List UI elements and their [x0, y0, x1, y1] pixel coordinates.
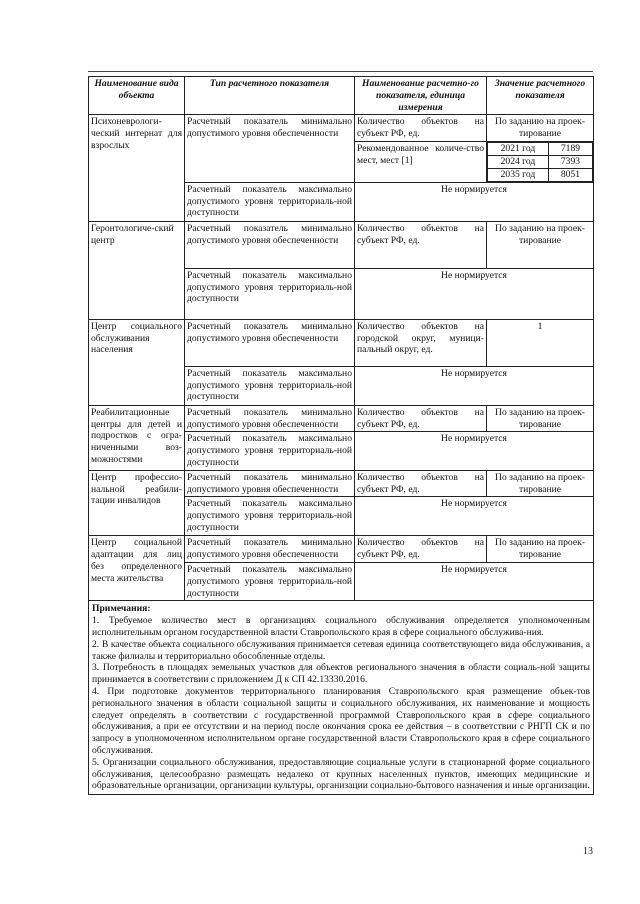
notes-row	[89, 601, 594, 795]
year-label: 2024 год	[488, 156, 549, 169]
by-project: По заданию на проек-тирование	[487, 221, 594, 268]
max-indicator: Расчетный показатель максимально допустимого уровня территориаль-ной доступности	[185, 432, 355, 470]
object-name: Геронтологиче-ский центр	[89, 221, 185, 319]
year-row	[488, 168, 593, 181]
note-item: 4. При подготовке документов территориального планирования Ставропольского края размещение объек-тов регионального значения в области социальной защиты и социального обслуживания, их наименование и мощность следует определять в соответствии с государственной программой Ставропольского края в сфере социального обслуживания, а при ее отсутствии и на период после окончания срока ее действия – в соответствии с РНГП СК и по запросу в уполномоченном исполнительном органе государственной власти Ставропольского края в сфере социального обслуживания.	[92, 685, 590, 756]
not-normed: Не нормируется	[355, 366, 594, 405]
header-indicator-name: Наименование расчетно-го показателя, единица измерения	[355, 77, 487, 115]
by-project: По заданию на проек-тирование	[487, 115, 594, 142]
note-item: 5. Организации социального обслуживания, предоставляющие социальные услуги в стационарной форме социального обслуживания, целесообразно размещать недалеко от крупных населенных пунктов, имеющих медицинские и образовательные организации, организации культуры, организации социально-бытового назначения и иные организации.	[92, 756, 590, 792]
not-normed: Не нормируется	[355, 268, 594, 319]
years-cell	[487, 142, 594, 182]
not-normed: Не нормируется	[355, 562, 594, 600]
year-value: 7393	[548, 156, 592, 169]
max-indicator: Расчетный показатель максимально допустимого уровня территориаль-ной доступности	[185, 182, 355, 221]
count-municipal: Количество объектов на городской округ, муници-пальный округ, ед.	[355, 319, 487, 366]
by-project: По заданию на проек-тирование	[487, 405, 594, 432]
object-name: Психоневрологи-ческий интернат для взрослых	[89, 115, 185, 221]
note-item: 2. В качестве объекта социального обслуживания принимается сетевая единица соответствующего вида обслуживания, а также филиалы и территориально обособленные отделы.	[92, 638, 590, 662]
count-subject: Количество объектов на субъект РФ, ед.	[355, 221, 487, 268]
table-row	[89, 115, 594, 142]
table-row	[89, 221, 594, 268]
year-value: 8051	[548, 168, 592, 181]
table-row	[89, 536, 594, 563]
by-project: По заданию на проек-тирование	[487, 536, 594, 563]
min-indicator: Расчетный показатель минимально допустимого уровня обеспеченности	[185, 221, 355, 268]
object-name: Центр социального обслуживания населения	[89, 319, 185, 405]
by-project: По заданию на проек-тирование	[487, 470, 594, 497]
table-row	[89, 470, 594, 497]
table-row	[89, 319, 594, 366]
notes-cell	[89, 601, 594, 795]
max-indicator: Расчетный показатель максимально допустимого уровня территориаль-ной доступности	[185, 366, 355, 405]
page-number: 13	[583, 846, 593, 857]
year-row	[488, 156, 593, 169]
table-row	[89, 405, 594, 432]
header-indicator-type: Тип расчетного показателя	[185, 77, 355, 115]
min-indicator: Расчетный показатель минимально допустимого уровня обеспеченности	[185, 319, 355, 366]
max-indicator: Расчетный показатель максимально допустимого уровня территориаль-ной доступности	[185, 562, 355, 600]
object-name: Центр профессио-нальной реабили-тации инвалидов	[89, 470, 185, 536]
count-subject: Количество объектов на субъект РФ, ед.	[355, 536, 487, 563]
years-table	[487, 142, 593, 181]
min-indicator: Расчетный показатель минимально допустимого уровня обеспеченности	[185, 536, 355, 563]
object-name: Реабилитационные центры для детей и подростков с огра-ниченными воз-можностями	[89, 405, 185, 470]
year-label: 2035 год	[488, 168, 549, 181]
count-subject: Количество объектов на субъект РФ, ед.	[355, 405, 487, 432]
table-header-row	[89, 77, 594, 115]
min-indicator: Расчетный показатель минимально допустимого уровня обеспеченности	[185, 470, 355, 497]
notes-title: Примечания:	[92, 603, 151, 615]
object-name: Центр социальной адаптации для лиц без определенного места жительства	[89, 536, 185, 601]
count-subject: Количество объектов на субъект РФ, ед.	[355, 115, 487, 142]
indicators-table	[88, 76, 594, 795]
header-indicator-value: Значение расчетного показателя	[487, 77, 594, 115]
min-indicator: Расчетный показатель минимально допустимого уровня обеспеченности	[185, 405, 355, 432]
not-normed: Не нормируется	[355, 182, 594, 221]
not-normed: Не нормируется	[355, 497, 594, 536]
header-object-type: Наименование вида объекта	[89, 77, 185, 115]
year-value: 7189	[548, 143, 592, 156]
year-label: 2021 год	[488, 143, 549, 156]
year-row	[488, 143, 593, 156]
note-item: 1. Требуемое количество мест в организациях социального обслуживания определяется уполномоченным исполнительным органом государственной власти Ставропольского края в сфере социального обслужива-ния.	[92, 615, 590, 638]
header-rule	[88, 71, 593, 72]
not-normed: Не нормируется	[355, 432, 594, 470]
recommended-places: Рекомендованное количе-ство мест, мест [1]	[355, 142, 487, 182]
max-indicator: Расчетный показатель максимально допустимого уровня территориаль-ной доступности	[185, 497, 355, 536]
max-indicator: Расчетный показатель максимально допустимого уровня территориаль-ной доступности	[185, 268, 355, 319]
note-item: 3. Потребность в площадях земельных участков для объектов регионального значения в области социаль-ной защиты принимается в соответствии с приложением Д к СП 42.13330.2016.	[92, 662, 590, 686]
min-indicator: Расчетный показатель минимально допустимого уровня обеспеченности	[185, 115, 355, 182]
count-subject: Количество объектов на субъект РФ, ед.	[355, 470, 487, 497]
indicator-value: 1	[487, 319, 594, 366]
